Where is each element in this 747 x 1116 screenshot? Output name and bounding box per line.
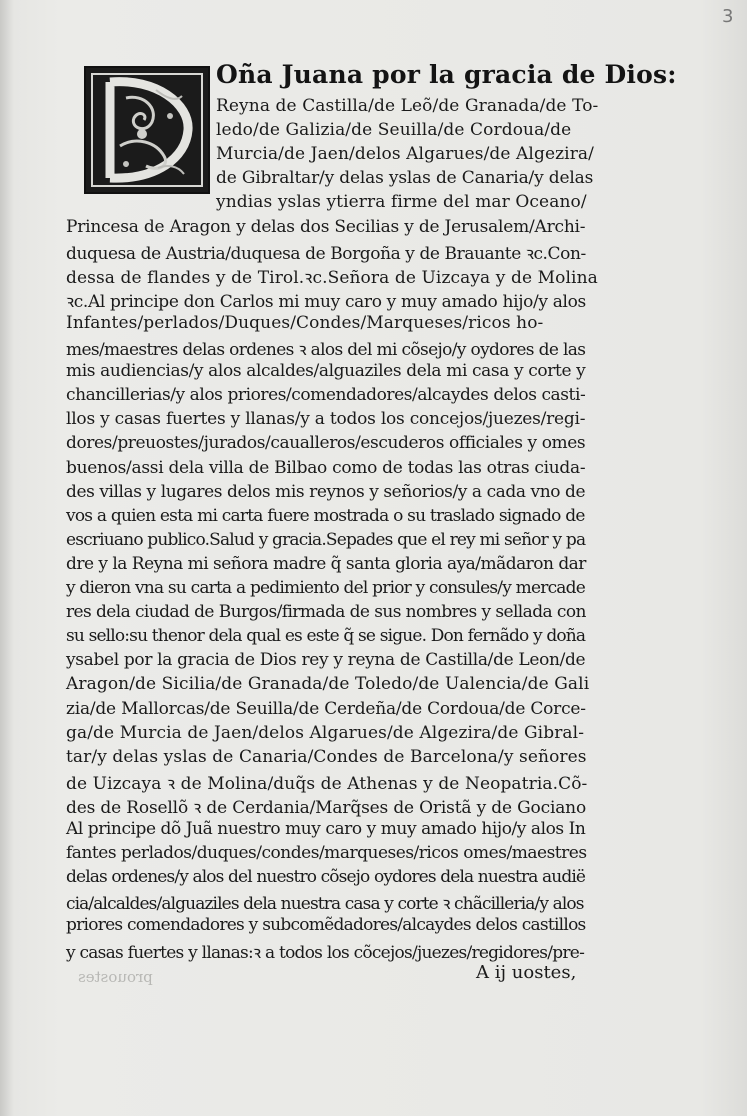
text-line: yndias yslas ytierra firme del mar Oceano/ [216,192,587,213]
text-line: y dieron vna su carta a pedimiento del prior y consules/y mercade [66,578,586,598]
text-line: duquesa de Austria/duquesa de Borgoña y de Brauante ꝛc.Con- [66,243,586,264]
text-line: dessa de flandes y de Tirol.ꝛc.Señora de Uizcaya y de Molina [66,267,598,288]
text-line: de Uizcaya ꝛ de Molina/duq̃s de Athenas y de Neopatria.Cõ- [66,773,588,794]
text-line: des de Rosellõ ꝛ de Cerdania/Marq̃ses de Oristã y de Gociano [66,797,587,818]
opening-line: Oña Juana por la gracia de Dios: [216,60,677,89]
text-line: ysabel por la gracia de Dios rey y reyna de Castilla/de Leon/de [66,650,586,671]
text-line: llos y casas fuertes y llanas/y a todos los concejos/juezes/regi- [66,409,586,430]
text-line: y casas fuertes y llanas:ꝛ a todos los cõcejos/juezes/regidores/pre- [66,942,585,963]
text-line: mis audiencias/y alos alcaldes/alguaziles dela mi casa y corte y [66,361,586,382]
text-line: res dela ciudad de Burgos/firmada de sus nombres y sellada con [66,602,586,623]
text-line: des villas y lugares delos mis reynos y señorios/y a cada vno de [66,481,586,502]
text-line: delas ordenes/y alos del nuestro cõsejo oydores dela nuestra audië [66,867,586,888]
text-line: Aragon/de Sicilia/de Granada/de Toledo/de Ualencia/de Gali [66,674,590,695]
signature-catchword: A ij uostes, [476,961,577,983]
text-line: de Gibraltar/y delas yslas de Canaria/y delas [216,168,594,189]
text-line: dores/preuostes/jurados/caualleros/escuderos officiales y omes [66,433,586,454]
text-line: vos a quien esta mi carta fuere mostrada o su traslado signado de [66,505,585,526]
text-line: Infantes/perlados/Duques/Condes/Marqueses/ricos ho- [66,312,544,333]
text-line: ga/de Murcia de Jaen/delos Algarues/de Algezira/de Gibral- [66,722,585,743]
text-line: buenos/assi dela villa de Bilbao como de todas las otras ciuda- [66,457,586,478]
text-line: mes/maestres delas ordenes ꝛ alos del mi cõsejo/y oydores de las [66,340,586,360]
text-line: zia/de Mallorcas/de Seuilla/de Cerdeña/de Cordoua/de Corce- [66,698,586,719]
decorated-initial-icon [84,66,210,194]
text-line: Princesa de Aragon y delas dos Secilias y de Jerusalem/Archi- [66,216,586,237]
text-line: ꝛc.Al principe don Carlos mi muy caro y muy amado hijo/y alos [66,291,586,312]
text-line: fantes perlados/duques/condes/marqueses/ricos omes/maestres [66,843,587,864]
page-mark: 3 [722,6,734,27]
text-line: priores comendadores y subcomẽdadores/alcaydes delos castillos [66,915,586,936]
text-line: su sello:su thenor dela qual es este q̃ se sigue. Don fernãdo y doña [66,626,586,647]
text-line: escriuano publico.Salud y gracia.Sepades que el rey mi señor y pa [66,529,586,550]
text-line: dre y la Reyna mi señora madre q̃ santa gloria aya/mãdaron dar [66,553,586,574]
text-line: Murcia/de Jaen/delos Algarues/de Algezira/ [216,144,594,165]
text-line: tar/y delas yslas de Canaria/Condes de Barcelona/y señores [66,746,587,767]
text-line: Al principe dõ Juã nuestro muy caro y muy amado hijo/y alos In [66,819,586,839]
text-line: cia/alcaldes/alguaziles dela nuestra casa y corte ꝛ chãcilleria/y alos [66,894,584,915]
text-line: chancillerias/y alos priores/comendadores/alcaydes delos casti- [66,385,586,406]
text-line: ledo/de Galizia/de Seuilla/de Cordoua/de [216,120,572,141]
bleed-through-text: prouostes [78,967,153,986]
text-line: Reyna de Castilla/de Leõ/de Granada/de To- [216,96,599,116]
